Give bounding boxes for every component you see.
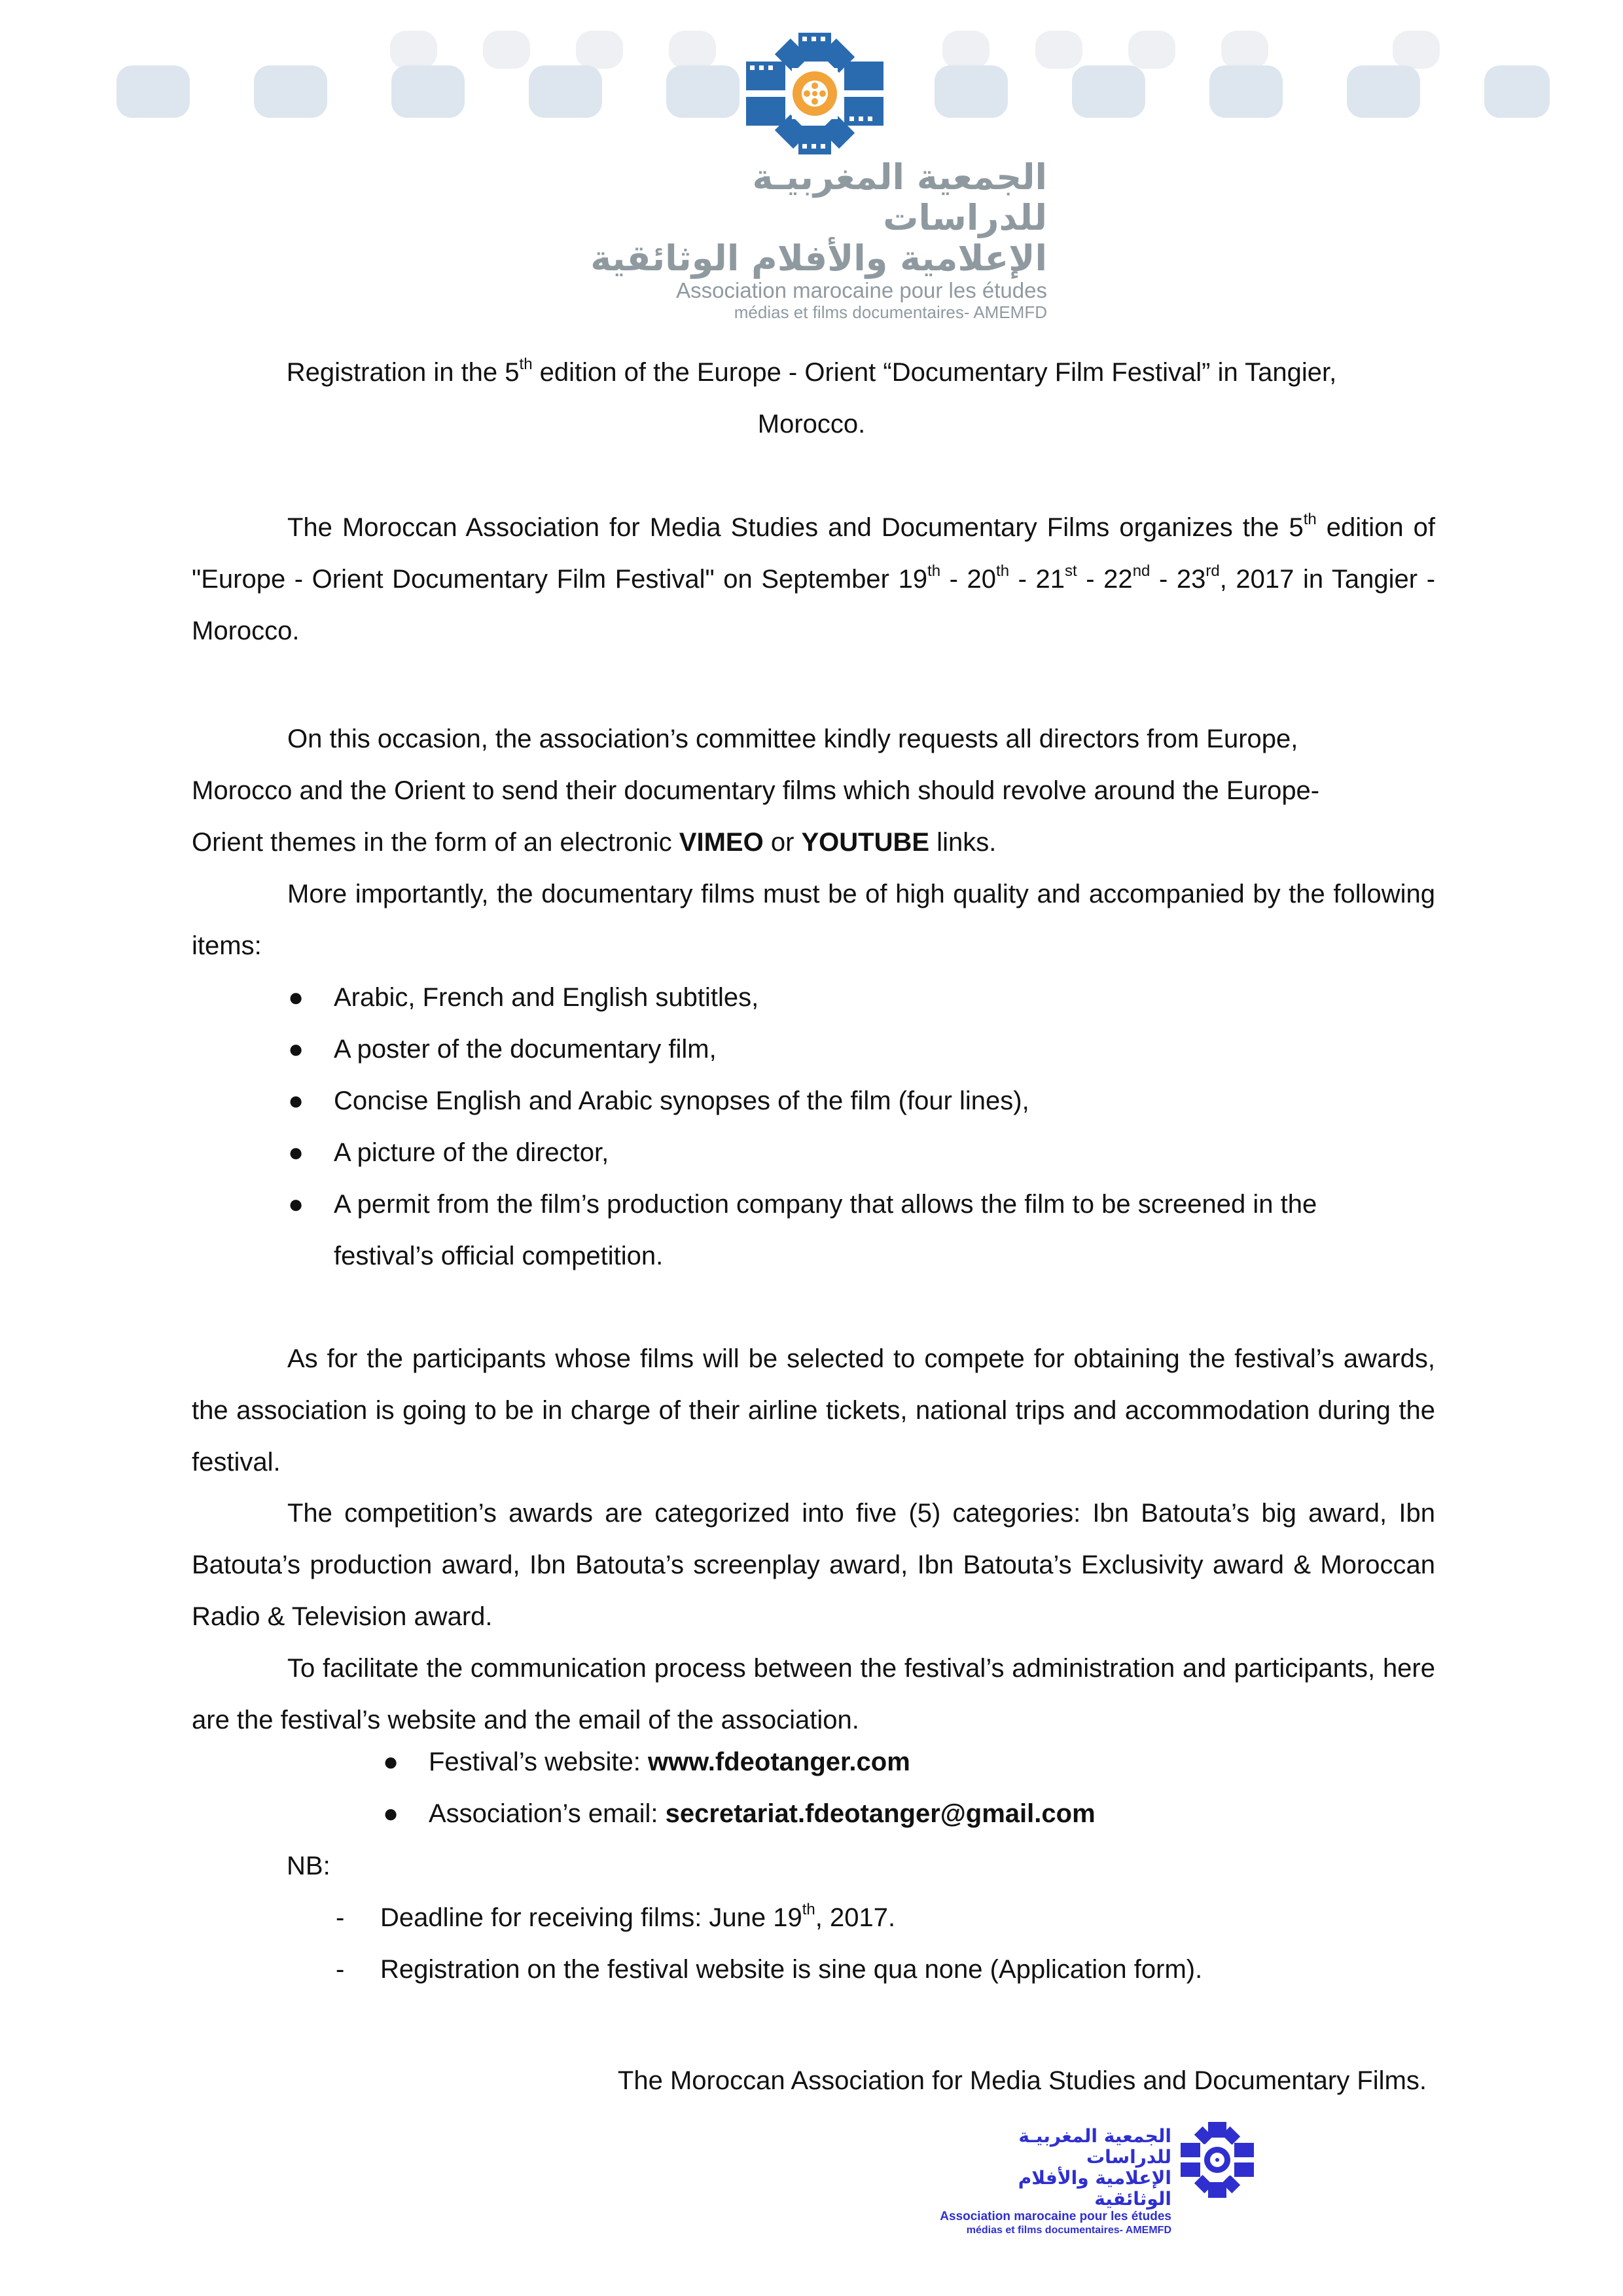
occasion-text: links.: [929, 828, 997, 857]
registration-text: Registration on the festival website is sine qua none (Application form).: [380, 1955, 1203, 1984]
logo-french-line1: Association marocaine pour les études: [676, 278, 1047, 302]
list-item-text: Concise English and Arabic synopses of the film (four lines),: [334, 1086, 1029, 1115]
header-pill: [942, 31, 990, 69]
signature: The Moroccan Association for Media Studies and Documentary Films.: [617, 2066, 1427, 2095]
header-pill: [529, 65, 602, 118]
header-pill: [1128, 31, 1175, 69]
header-pill: [254, 65, 327, 118]
occasion-text: On this occasion, the association’s committee kindly requests all directors from Europe, Morocco and the Orient to send their documentary films which should revolve around the Europe-Orient themes in the form of an electronic: [192, 725, 1320, 857]
intro-paragraph: [192, 502, 1435, 657]
participants-paragraph: As for the participants whose films will be selected to compete for obtaining the festival’s awards, the association is going to be in charge of their airline tickets, national trips and accommodation during the festival.: [192, 1344, 1435, 1477]
header-pill: [669, 31, 716, 69]
email-link[interactable]: secretariat.fdeotanger@gmail.com: [665, 1799, 1096, 1828]
header-pill: [935, 65, 1008, 118]
footer-arabic-line2: الإعلامية والأفلام الوثائقية: [1018, 2167, 1171, 2210]
title-text: Registration in the 5: [286, 358, 520, 387]
logo-french-line2: médias et films documentaires- AMEMFD: [734, 302, 1047, 322]
list-item-text: Arabic, French and English subtitles,: [334, 983, 759, 1012]
deadline-text: , 2017.: [815, 1903, 896, 1932]
website-link[interactable]: www.fdeotanger.com: [647, 1748, 910, 1776]
title-line2: Morocco.: [757, 410, 866, 439]
intro-text: - 22: [1077, 565, 1133, 594]
footer-arabic-line1: الجمعية المغربيـة للدراسات: [1018, 2125, 1171, 2168]
occasion-text: or: [763, 828, 802, 857]
intro-text: - 20: [940, 565, 997, 594]
list-item: [376, 1788, 1423, 1840]
footer-french-line2: médias et films documentaires- AMEMFD: [966, 2225, 1171, 2236]
bullet-icon: ●: [288, 1035, 304, 1064]
ordinal-suffix: st: [1065, 562, 1077, 580]
list-item-text: A poster of the documentary film,: [334, 1035, 717, 1064]
bullet-icon: ●: [288, 1190, 304, 1219]
list-item: [281, 972, 1407, 1024]
title-line1: [196, 347, 1427, 399]
header-pill: [390, 31, 437, 69]
ordinal-suffix: rd: [1205, 562, 1220, 580]
list-item: [281, 1024, 1407, 1075]
ordinal-suffix: th: [927, 562, 941, 580]
header-pill: [483, 31, 530, 69]
header-pill: [576, 31, 623, 69]
intro-text: - 21: [1009, 565, 1065, 594]
intro-text: , 2017 in Tangier - Morocco.: [192, 565, 1436, 645]
list-item-text: A permit from the film’s production company that allows the film to be screened in the festival’s official competition.: [334, 1190, 1317, 1270]
association-logo: [740, 31, 890, 156]
list-item: [376, 1736, 1423, 1788]
intro-text: The Moroccan Association for Media Studies and Documentary Films organizes the 5: [287, 513, 1304, 542]
email-label: Association’s email:: [429, 1799, 666, 1828]
list-item: [281, 1075, 1407, 1127]
vimeo-keyword: VIMEO: [679, 828, 764, 857]
occasion-paragraph: [192, 713, 1357, 869]
dash-icon: -: [336, 1955, 345, 1984]
header-pill: [1484, 65, 1550, 118]
list-item: [281, 1179, 1407, 1282]
footer-french-line1: Association marocaine pour les études: [940, 2210, 1171, 2223]
ordinal-suffix: nd: [1132, 562, 1150, 580]
deadline-text: Deadline for receiving films: June 19: [380, 1903, 802, 1932]
contacts-list: [376, 1736, 1423, 1840]
bullet-icon: ●: [288, 1086, 304, 1115]
nb-label: NB:: [287, 1852, 330, 1880]
bullet-icon: ●: [288, 1138, 304, 1167]
document-title: [196, 347, 1427, 450]
required-items-list: [281, 972, 1407, 1282]
ordinal-suffix: th: [1303, 511, 1317, 528]
bullet-icon: ●: [288, 983, 304, 1012]
intro-text: edition of "Europe - Orient Documentary Film Festival" on September 19: [192, 513, 1435, 594]
bullet-icon: ●: [383, 1748, 399, 1776]
ordinal-suffix: th: [996, 562, 1010, 580]
list-item: [330, 1892, 1443, 1944]
logo-arabic-line1: الجمعية المغربيـة للدراسات: [752, 156, 1047, 238]
ordinal-suffix: th: [802, 1901, 815, 1918]
header-pill: [116, 65, 190, 118]
communication-paragraph: To facilitate the communication process between the festival’s administration and participants, here are the festival’s website and the email of the association.: [192, 1654, 1435, 1734]
title-superscript: th: [519, 355, 533, 373]
awards-paragraph: The competition’s awards are categorized into five (5) categories: Ibn Batouta’s big award, Ibn Batouta’s production award, Ibn Batouta’s screenplay award, Ibn Batouta’s Exclusivity award & Moroccan Radio & Television award.: [192, 1499, 1435, 1631]
nb-list: [330, 1892, 1443, 1996]
footer-logo-text: [936, 2126, 1171, 2237]
website-label: Festival’s website:: [429, 1748, 648, 1776]
list-item: [281, 1127, 1407, 1179]
list-item-text: A picture of the director,: [334, 1138, 609, 1167]
logo-text: [576, 157, 1047, 322]
intro-text: - 23: [1150, 565, 1206, 594]
bullet-icon: ●: [383, 1799, 399, 1828]
youtube-keyword: YOUTUBE: [801, 828, 930, 857]
footer-logo-icon: [1178, 2121, 1257, 2199]
header-pill: [1209, 65, 1283, 118]
header-pill: [666, 65, 740, 118]
quality-paragraph: More importantly, the documentary films must be of high quality and accompanied by the following items:: [192, 880, 1435, 960]
header-pill: [1072, 65, 1145, 118]
header-pill: [1035, 31, 1082, 69]
header-pill: [1347, 65, 1420, 118]
header-pill: [1393, 31, 1440, 69]
header-pill: [391, 65, 465, 118]
dash-icon: -: [336, 1903, 345, 1932]
list-item: [330, 1944, 1443, 1996]
logo-arabic-line2: الإعلامية والأفلام الوثائقية: [590, 238, 1047, 279]
title-text: edition of the Europe - Orient “Documentary Film Festival” in Tangier,: [532, 358, 1337, 387]
header-pill: [1221, 31, 1268, 69]
